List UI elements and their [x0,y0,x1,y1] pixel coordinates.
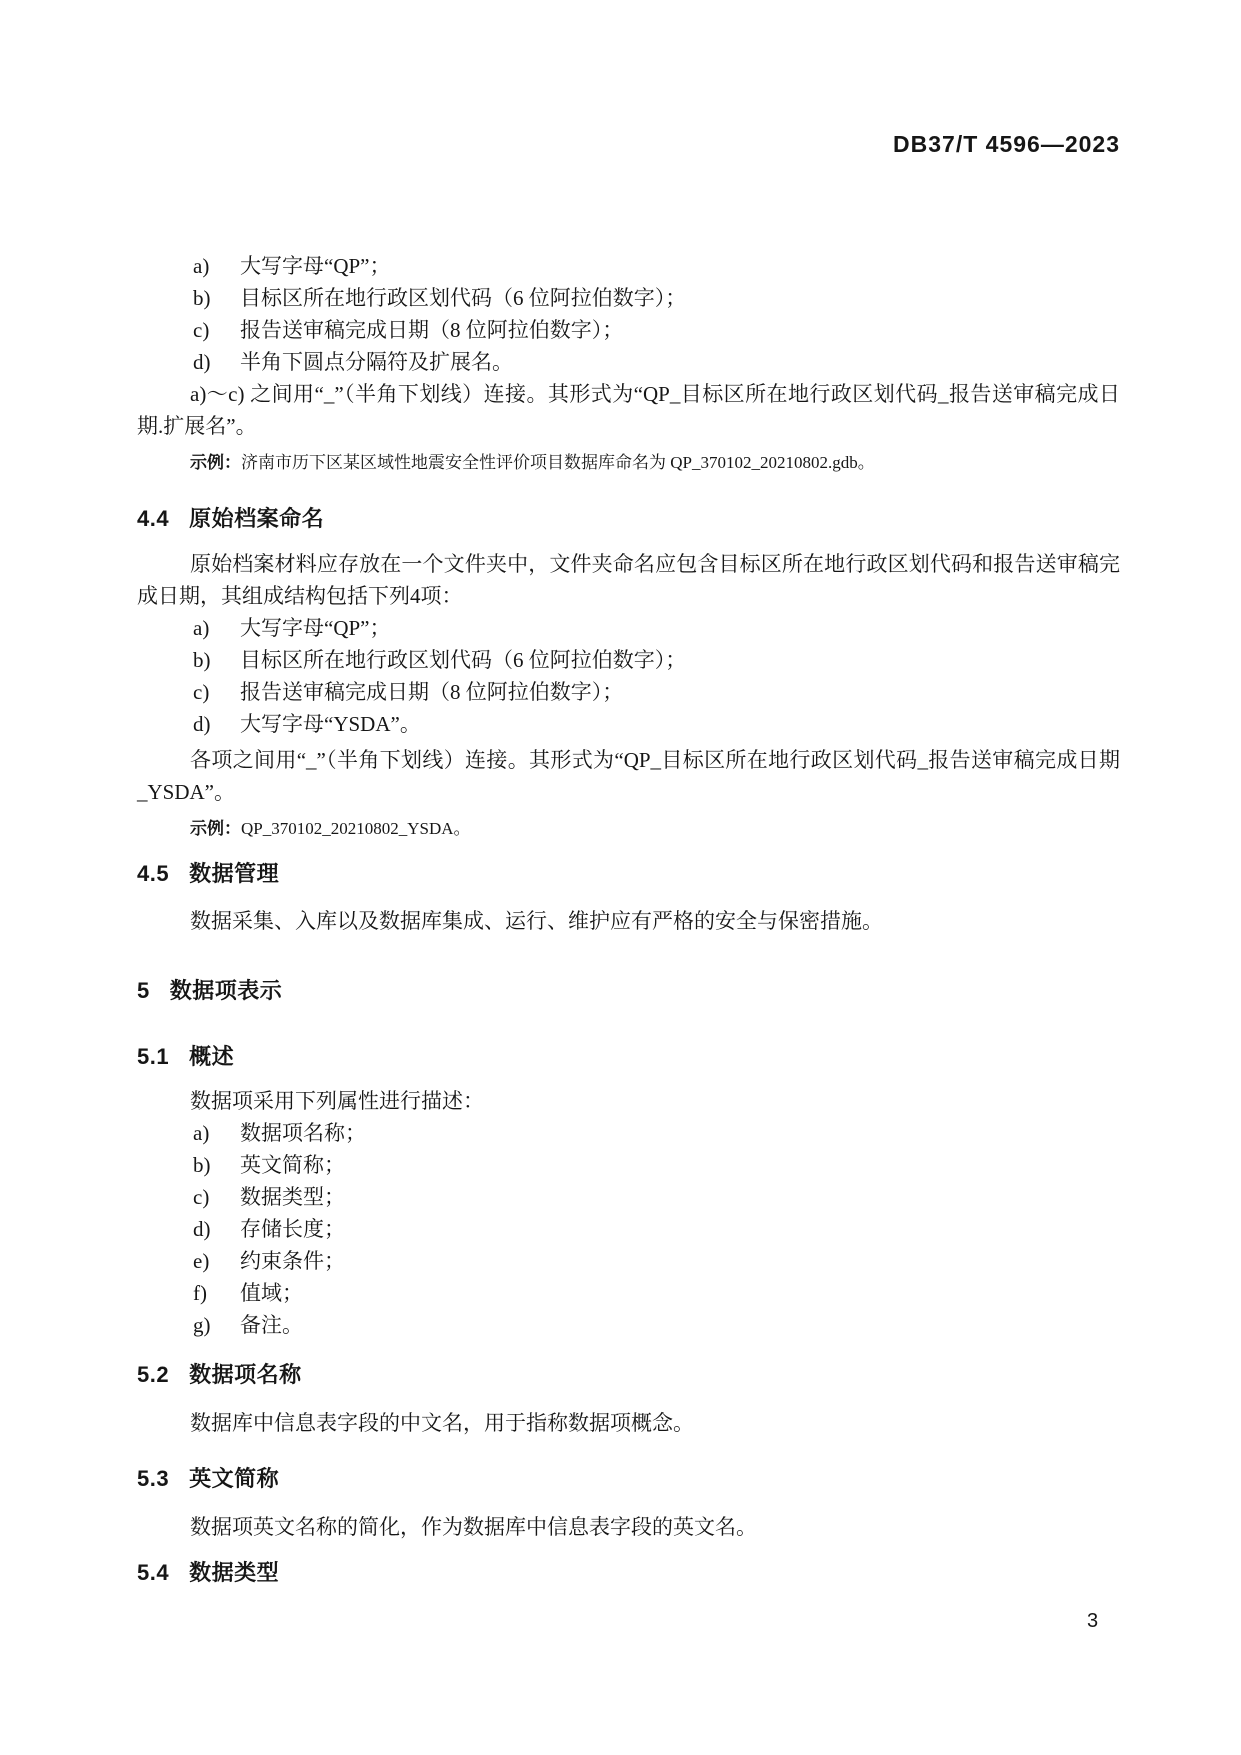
paragraph: 数据库中信息表字段的中文名，用于指称数据项概念。 [190,1411,694,1435]
list-item [137,282,1120,314]
heading-title: 原始档案命名 [189,506,325,531]
list-item [137,612,1120,644]
list-item-text: 大写字母“QP”； [240,616,391,640]
heading-number: 5 [137,978,150,1003]
list-item-label: a) [193,254,210,278]
heading-number: 5.1 [137,1044,170,1069]
section-heading [137,1041,1120,1073]
list-item [137,644,1120,676]
section-heading [137,1557,1120,1589]
list-item-label: d) [193,712,211,736]
list [137,612,1120,740]
heading-title: 概述 [189,1044,235,1069]
list-item-label: f) [193,1281,207,1305]
list-item [137,250,1120,282]
list-item [137,1149,1120,1181]
paragraph: 数据项英文名称的简化，作为数据库中信息表字段的英文名。 [190,1515,757,1539]
list-item-label: e) [193,1249,210,1273]
list-item-label: b) [193,1153,211,1177]
heading-title: 数据管理 [189,861,280,886]
list [137,250,1120,378]
list-item-text: 存储长度； [240,1217,345,1241]
paragraph: 各项之间用“_”（半角下划线）连接。其形式为“QP_目标区所在地行政区划代码_报告送审稿完成日期_YSDA”。 [137,748,1120,804]
list-item [137,1181,1120,1213]
list-item-text: 半角下圆点分隔符及扩展名。 [240,350,513,374]
list-item-label: b) [193,286,211,310]
paragraph: 原始档案材料应存放在一个文件夹中，文件夹命名应包含目标区所在地行政区划代码和报告送审稿完成日期，其组成结构包括下列4项： [137,552,1120,608]
heading-number: 5.2 [137,1362,170,1387]
section-heading [137,1359,1120,1391]
list-item [137,1117,1120,1149]
list-item [137,1213,1120,1245]
list-item-label: d) [193,350,211,374]
list-item-label: c) [193,318,210,342]
paragraph: a)～c) 之间用“_”（半角下划线）连接。其形式为“QP_目标区所在地行政区划代码_报告送审稿完成日期.扩展名”。 [137,382,1120,438]
list-item-text: 报告送审稿完成日期（8 位阿拉伯数字）； [240,680,624,704]
example-label: 示例： [190,453,241,472]
heading-title: 数据项名称 [189,1362,302,1387]
list-item [137,1309,1120,1341]
section-heading [137,503,1120,535]
heading-number: 4.5 [137,861,170,886]
list-item-label: a) [193,616,210,640]
list-item [137,708,1120,740]
heading-number: 5.4 [137,1560,170,1585]
example-text: 济南市历下区某区域性地震安全性评价项目数据库命名为 QP_370102_20210802.gdb。 [241,453,875,472]
list-item-label: c) [193,1185,210,1209]
list-item-label: g) [193,1313,211,1337]
list-item-label: a) [193,1121,210,1145]
list-item-text: 目标区所在地行政区划代码（6 位阿拉伯数字）； [240,648,687,672]
example [137,814,1120,844]
document-code: DB37/T 4596—2023 [893,131,1120,157]
list-item [137,346,1120,378]
list-item [137,1245,1120,1277]
page-content [137,0,1120,1589]
section-heading [137,858,1120,890]
list-item-text: 目标区所在地行政区划代码（6 位阿拉伯数字）； [240,286,687,310]
chapter-heading [137,975,1120,1007]
heading-number: 4.4 [137,506,170,531]
list-item-text: 英文简称； [240,1153,345,1177]
list-item-text: 值域； [240,1281,303,1305]
list [137,1117,1120,1341]
list-item-text: 大写字母“QP”； [240,254,391,278]
heading-title: 数据项表示 [169,978,283,1003]
list-item-label: c) [193,680,210,704]
list-item [137,314,1120,346]
list-item-label: b) [193,648,211,672]
paragraph: 数据项采用下列属性进行描述： [190,1089,484,1113]
list-item-text: 数据类型； [240,1185,345,1209]
list-item-text: 报告送审稿完成日期（8 位阿拉伯数字）； [240,318,624,342]
list-item-text: 备注。 [240,1313,303,1337]
heading-number: 5.3 [137,1466,170,1491]
heading-title: 数据类型 [189,1560,280,1585]
example-label: 示例： [190,819,241,838]
list-item-text: 大写字母“YSDA”。 [240,712,421,736]
example-text: QP_370102_20210802_YSDA。 [241,819,471,838]
page-number: 3 [1087,1610,1099,1632]
list-item-text: 数据项名称； [240,1121,366,1145]
list-item-text: 约束条件； [240,1249,345,1273]
section-heading [137,1463,1120,1495]
example [137,448,1120,478]
heading-title: 英文简称 [189,1466,280,1491]
list-item [137,676,1120,708]
list-item [137,1277,1120,1309]
paragraph: 数据采集、入库以及数据库集成、运行、维护应有严格的安全与保密措施。 [190,909,883,933]
list-item-label: d) [193,1217,211,1241]
